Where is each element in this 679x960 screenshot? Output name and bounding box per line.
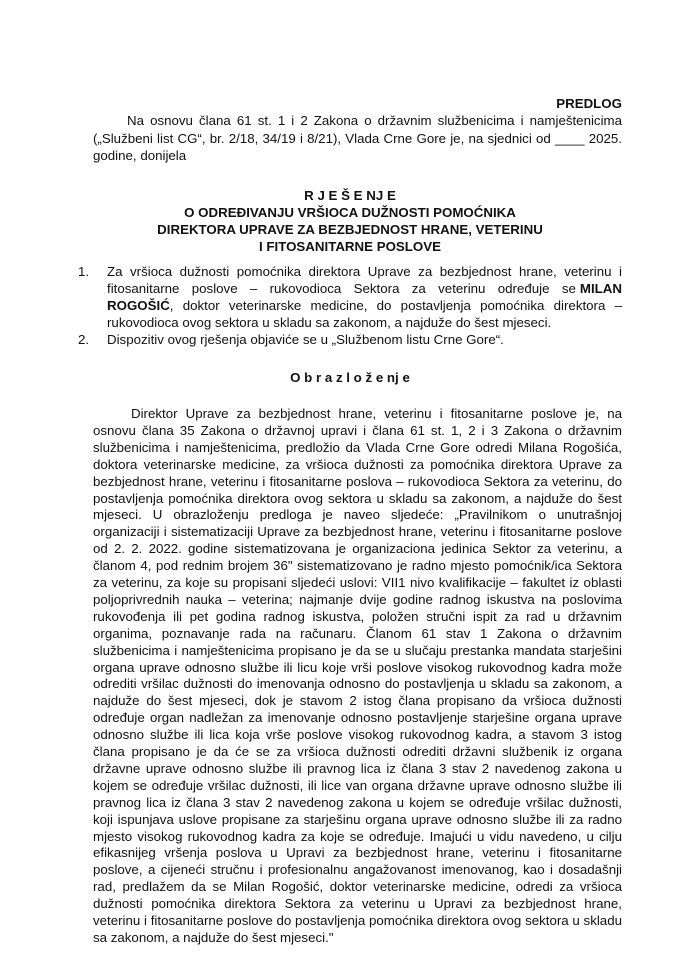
intro-line: („Službeni list CG“, br. 2/18, 34/19 i 8/21), Vlada Crne Gore je, na sjednici od ____ 2025.: [93, 131, 622, 146]
document-subtitle: O ODREĐIVANJU VRŠIOCA DUŽNOSTI POMOĆNIKA: [184, 205, 516, 220]
list-number: 1.: [78, 264, 90, 279]
reasoning-line: poslove, a cijeneći stručnu i profesionalnu angažovanost imenovanog, kao i dosadašnji: [93, 862, 622, 878]
reasoning-line: veterinu i fitosanitarne poslove do postavljenja pomoćnika direktora ovog sektora u skladu: [93, 913, 622, 928]
reasoning-line: dužnosti pomoćnika direktora Sektora za veterinu u Upravi za bezbjednost hrane,: [93, 896, 622, 912]
reasoning-line: osnovu člana 35 Zakona o državnoj upravi i člana 61 st. 1, 2 i 3 Zakona o državnim: [93, 422, 622, 438]
reasoning-line: za veterinu, za koje su propisani sljedeći uslovi: VII1 nivo kvalifikacije – fakultet iz oblasti: [93, 575, 622, 590]
intro-line: godine, donijela: [93, 148, 187, 163]
reasoning-line: članom 4, pod rednim brojem 36" sistematizovano je radno mjesto pomoćnik/ica Sektora: [93, 558, 622, 574]
appointee-last-name: ROGOŠIĆ: [107, 298, 170, 313]
reasoning-line: Direktor Uprave za bezbjednost hrane, veterinu i fitosanitarne poslove je, na: [131, 406, 622, 421]
list-item-line: [107, 297, 622, 314]
reasoning-line: organizaciji i sistematizaciji Uprave za bezbjednost hrane, veterinu i fitosanitarne poslove: [93, 524, 622, 540]
reasoning-line: rukovođenja ili pet godina radnog iskustva, položen stručni ispit za rad u državnim: [93, 608, 622, 624]
reasoning-line: mjesto visokog rukovodnog kadra za koje se određuje. Imajući u vidu navedeno, u cilju: [93, 828, 622, 844]
reasoning-line: organa uprave odnosno službe ili licu koje vrši poslove visokog rukovodnog kadra može: [93, 659, 622, 675]
reasoning-heading: O b r a z l o ž e nj e: [290, 370, 410, 385]
reasoning-line: službenicima i namještenicima, predložio da Vlada Crne Gore odredi Milana Rogošića,: [93, 439, 622, 455]
reasoning-line: od 2. 2. 2022. godine sistematizovana je organizaciona jedinica Sektor za veterinu, a: [93, 541, 622, 557]
reasoning-line: mjeseci. U obrazloženju predloga je naveo sljedeće: „Pravilnikom o unutrašnjoj: [93, 507, 622, 523]
reasoning-line: kojem se određuje vršilac dužnosti, ili lice van organa državne uprave odnosno službe ili: [93, 777, 622, 793]
reasoning-line: rad, predlažem da se Milan Rogošić, doktor veterinarske medicine, odredi za vršioca: [93, 879, 622, 895]
reasoning-line: postavljenja pomoćnika direktora ovog sektora u skladu sa zakonom, a najduže do šest: [93, 490, 622, 506]
reasoning-line: odnosno službe ili lica koja vrše poslove visokog rukovodnog kadra, a stavom 3 istog: [93, 727, 622, 743]
list-item-line: [107, 280, 622, 297]
document-subtitle: DIREKTORA UPRAVE ZA BEZBJEDNOST HRANE, VETERINU: [157, 222, 543, 237]
reasoning-line: organima, poznavanje rada na računaru. Članom 61 stav 1 Zakona o državnim: [93, 625, 622, 641]
reasoning-line: koji ispunjava uslove propisane za starješinu organa uprave odnosno službe ili za radno: [93, 811, 622, 827]
reasoning-line: sa zakonom, a najduže do šest mjeseci.": [93, 929, 334, 945]
reasoning-line: pravnog lica iz člana 3 stav 2 navedenog zakona u kojem se određuje vršilac dužnosti,: [93, 794, 622, 810]
reasoning-line: službenicima i namještenicima propisano je da se u slučaju prestanka mandata starješini: [93, 642, 622, 658]
reasoning-line: državne uprave odnosno službe ili pravnog lica iz člana 3 stav 2 navedenog zakona u: [93, 760, 622, 776]
reasoning-line: člana propisano je da će se za vršioca dužnosti odrediti državni službenik iz organa: [93, 744, 622, 759]
list-item-line: Dispozitiv ovog rješenja objaviće se u „Službenom listu Crne Gore“.: [107, 332, 504, 347]
reasoning-line: odrediti vršilac dužnosti do imenovanja odnosno do postavljenja u skladu sa zakonom, a: [93, 676, 622, 692]
list-item-line: rukovodioca ovog sektora u skladu sa zakonom, a najduže do šest mjeseci.: [107, 315, 552, 330]
reasoning-line: doktora veterinarske medicine, za vršioca dužnosti za pomoćnika direktora Uprave za: [93, 456, 622, 472]
list-number: 2.: [78, 332, 90, 347]
intro-line: Na osnovu člana 61 st. 1 i 2 Zakona o državnim službenicima i namještenicima: [127, 113, 622, 128]
list-item-text: , doktor veterinarske medicine, do postavljenja pomoćnika direktora –: [169, 298, 622, 313]
list-item-text: fitosanitarne poslove – rukovodioca Sektora za veterinu određuje se: [107, 281, 576, 296]
list-item-line: Za vršioca dužnosti pomoćnika direktora Uprave za bezbjednost hrane, veterinu i: [107, 264, 622, 279]
reasoning-line: poljoprivrednih nauka – veterina; najmanje dvije godine radnog iskustva na poslovima: [93, 591, 622, 607]
document-subtitle: I FITOSANITARNE POSLOVE: [259, 239, 441, 254]
reasoning-line: najduže do šest mjeseci, dok je stavom 2 istog člana propisano da vršioca dužnosti: [93, 693, 622, 709]
reasoning-line: određuje organ nadležan za imenovanje odnosno postavljenje starješine organa uprave: [93, 710, 622, 726]
appointee-first-name: MILAN: [579, 281, 622, 296]
reasoning-line: bezbjednost hrane, veterinu i fitosanitarne poslova – rukovodioca Sektora za veterinu, do: [93, 473, 622, 489]
reasoning-line: efikasnijeg vršenja poslova u Upravi za bezbjednost hrane, veterinu i fitosanitarne: [93, 845, 622, 861]
predlog-label: PREDLOG: [556, 96, 622, 111]
document-title: R J E Š E NJ E: [304, 188, 396, 203]
